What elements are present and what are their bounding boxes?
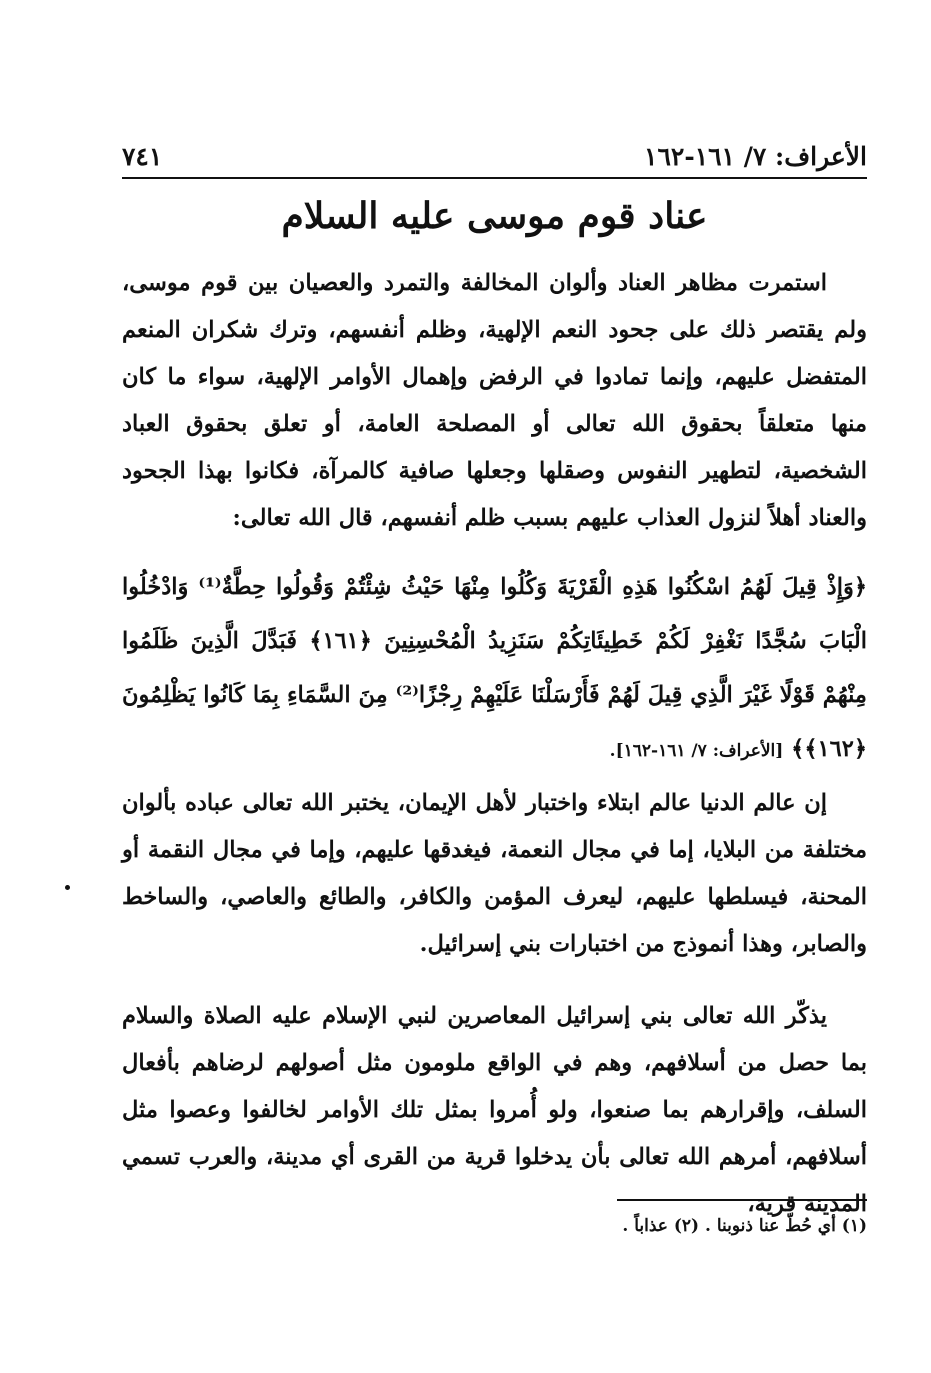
paragraph-1 xyxy=(122,260,867,542)
quran-reference: [الأعراف: ٧/ ١٦١-١٦٢]. xyxy=(609,741,784,761)
quran-verse-text: ﴿وَإِذْ قِيلَ لَهُمُ اسْكُنُوا هَذِهِ الْقَرْيَةَ وَكُلُوا مِنْهَا حَيْثُ شِئْتُمْ وَقُولُوا حِطَّةٌ⁽¹⁾ وَادْخُلُوا الْبَابَ سُجَّدًا نَغْفِرْ لَكُمْ خَطِيئَاتِكُمْ سَنَزِيدُ الْمُحْسِنِينَ ﴿١٦١﴾ فَبَدَّلَ الَّذِينَ ظَلَمُوا مِنْهُمْ قَوْلًا غَيْرَ الَّذِي قِيلَ لَهُمْ فَأَرْسَلْنَا عَلَيْهِمْ رِجْزًا⁽²⁾ مِنَ السَّمَاءِ بِمَا كَانُوا يَظْلِمُونَ ﴿١٦٢﴾﴾ xyxy=(122,574,867,762)
paragraph-3 xyxy=(122,993,867,1228)
running-head: الأعراف: ٧/ ١٦١-١٦٢ xyxy=(644,142,867,171)
scan-speck xyxy=(65,885,70,890)
page-number: ٧٤١ xyxy=(122,142,163,171)
page-header xyxy=(122,136,867,176)
paragraph-text: يذكّر الله تعالى بني إسرائيل المعاصرين لنبي الإسلام عليه الصلاة والسلام بما حصل من أسلافهم، وهم في الواقع ملومون مثل أصولهم لرضاهم بأفعال السلف، وإقرارهم بما صنعوا، ولو أُمروا بمثل تلك الأوامر لخالفوا وعصوا مثل أسلافهم، أمرهم الله تعالى بأن يدخلوا قرية من القرى أي مدينة، والعرب تسمي المدينة قرية، xyxy=(122,1003,867,1217)
paragraph-2 xyxy=(122,780,867,968)
paragraph-text: إن عالم الدنيا عالم ابتلاء واختبار لأهل الإيمان، يختبر الله تعالى عباده بألوان مختلفة من البلايا، إما في مجال النعمة، فيغدقها عليهم، وإما في مجال النقمة أو المحنة، فيسلطها عليهم، ليعرف المؤمن والكافر، والطائع والعاصي، والساخط والصابر، وهذا أنموذج من اختبارات بني إسرائيل. xyxy=(122,790,867,957)
footnote-rule xyxy=(617,1199,867,1201)
paragraph-text: استمرت مظاهر العناد وألوان المخالفة والتمرد والعصيان بين قوم موسى، ولم يقتصر ذلك على جحود النعم الإلهية، وظلم أنفسهم، وترك شكران المنعم المتفضل عليهم، وإنما تمادوا في الرفض وإهمال الأوامر الإلهية، سواء ما كان منها متعلقاً بحقوق الله تعالى أو المصلحة العامة، أو تعلق بحقوق العباد الشخصية، لتطهير النفوس وصقلها وجعلها صافية كالمرآة، فكانوا بهذا الجحود والعناد أهلاً لنزول العذاب عليهم بسبب ظلم أنفسهم، قال الله تعالى: xyxy=(122,270,867,531)
header-rule xyxy=(122,177,867,179)
section-title: عناد قوم موسى عليه السلام xyxy=(281,195,708,237)
quran-quote xyxy=(122,560,867,778)
footnote: (١) أي حُطّ عنا ذنوبنا . (٢) عذاباً . xyxy=(622,1216,867,1236)
